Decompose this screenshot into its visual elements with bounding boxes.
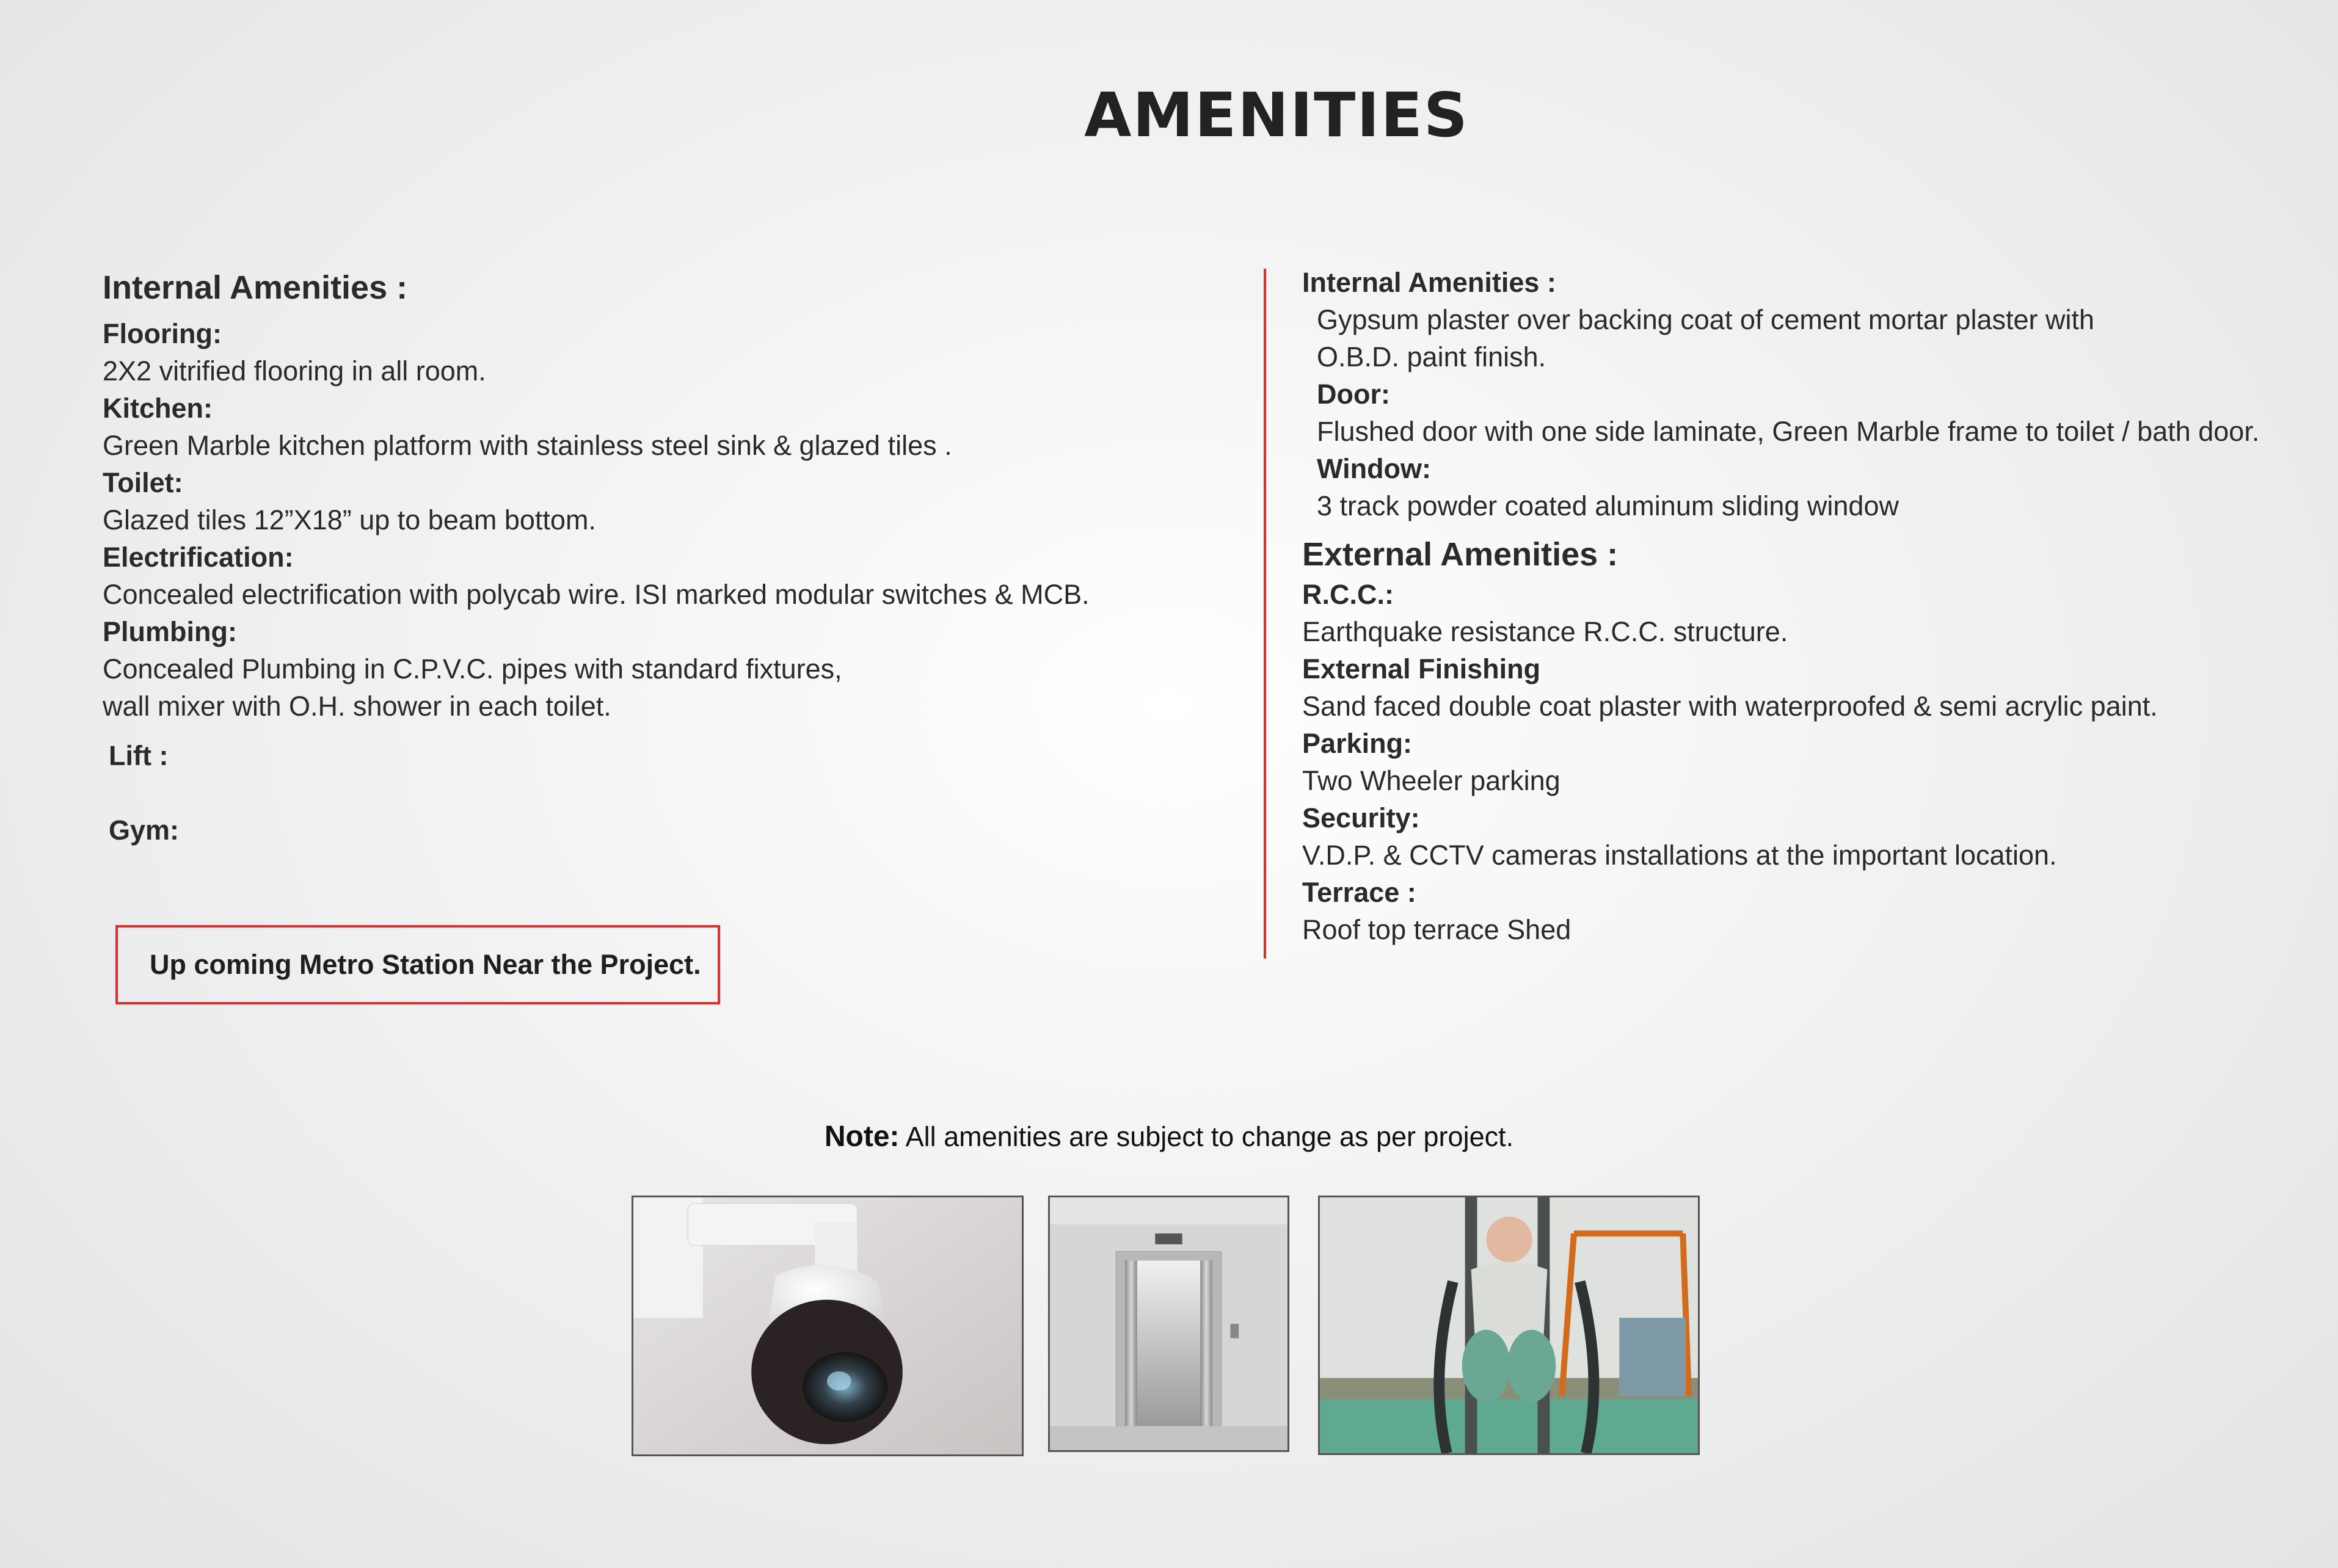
plaster-text: Gypsum plaster over backing coat of cement mortar plaster with	[1317, 304, 2095, 335]
door-text: Flushed door with one side laminate, Green Marble frame to toilet / bath door.	[1317, 416, 2260, 447]
finishing-label: External Finishing	[1302, 653, 1541, 684]
external-heading: External Amenities :	[1302, 536, 1619, 573]
amenities-right	[1302, 264, 2328, 948]
metro-note-text: Up coming Metro Station Near the Project.	[150, 949, 701, 980]
page-title: AMENITIES	[1084, 79, 1469, 151]
column-divider	[1264, 269, 1266, 959]
electrification-text: Concealed electrification with polycab wire. ISI marked modular switches & MCB.	[103, 579, 1090, 610]
window-label: Window:	[1317, 453, 1432, 484]
plumbing-label: Plumbing:	[103, 616, 237, 647]
door-label: Door:	[1317, 379, 1390, 410]
section-heading: Internal Amenities :	[103, 269, 408, 306]
outdoor-gym-photo	[1318, 1196, 1700, 1455]
kitchen-text: Green Marble kitchen platform with stainless steel sink & glazed tiles .	[103, 430, 952, 461]
gym-label: Gym:	[109, 815, 180, 846]
rcc-label: R.C.C.:	[1302, 579, 1394, 610]
security-text: V.D.P. & CCTV cameras installations at the important location.	[1302, 840, 2057, 871]
toilet-text: Glazed tiles 12”X18” up to beam bottom.	[103, 504, 596, 535]
metro-note-box	[115, 925, 720, 1004]
flooring-label: Flooring:	[103, 318, 222, 349]
lift-label: Lift :	[109, 740, 169, 771]
parking-text: Two Wheeler parking	[1302, 765, 1560, 796]
plaster-text: O.B.D. paint finish.	[1317, 341, 1546, 372]
toilet-label: Toilet:	[103, 467, 183, 498]
flooring-text: 2X2 vitrified flooring in all room.	[103, 355, 486, 387]
cctv-camera-photo	[632, 1196, 1024, 1456]
rcc-text: Earthquake resistance R.C.C. structure.	[1302, 616, 1788, 647]
elevator-photo	[1048, 1196, 1289, 1452]
note-line	[0, 1120, 2338, 1153]
window-text: 3 track powder coated aluminum sliding window	[1317, 490, 1899, 521]
security-label: Security:	[1302, 802, 1420, 833]
electrification-label: Electrification:	[103, 542, 294, 573]
internal-amenities-left	[103, 269, 1263, 849]
section-heading: Internal Amenities :	[1302, 267, 1556, 298]
plumbing-text: wall mixer with O.H. shower in each toilet.	[103, 691, 611, 722]
note-text: All amenities are subject to change as per project.	[905, 1121, 1514, 1152]
plumbing-text: Concealed Plumbing in C.P.V.C. pipes with standard fixtures,	[103, 653, 842, 684]
kitchen-label: Kitchen:	[103, 393, 213, 424]
note-label: Note:	[824, 1120, 900, 1153]
parking-label: Parking:	[1302, 728, 1413, 759]
finishing-text: Sand faced double coat plaster with waterproofed & semi acrylic paint.	[1302, 691, 2158, 722]
terrace-label: Terrace :	[1302, 877, 1416, 908]
terrace-text: Roof top terrace Shed	[1302, 914, 1571, 945]
